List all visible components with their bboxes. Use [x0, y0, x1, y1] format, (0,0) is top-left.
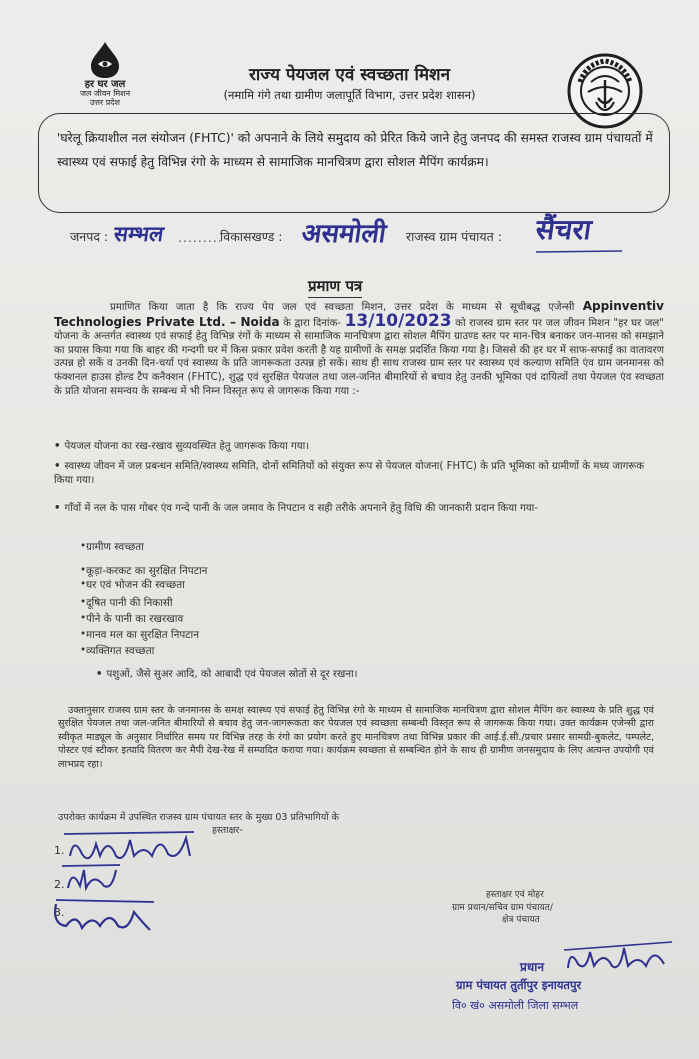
list-item: • मानव मल का सुरक्षित निपटान: [86, 628, 199, 642]
paragraph-1-date-label: के द्वारा दिनांक-: [283, 317, 342, 329]
banner-text: 'घरेलू क्रियाशील नल संयोजन (FHTC)' को अपनाने के लिये समुदाय को प्रेरित किये जाने हेतु जनपद की समस्त राजस्व ग्राम पंचायतों में स्वास्थ्य एवं सफाई हेतु विभिन्न रंगो के माध्यम से सामाजिक मानचित्रण द्वारा सोशल मैपिंग कार्यक्रम।: [57, 131, 653, 169]
bullet-3-text: गाँवों में नल के पास गोबर एंव गन्दे पानी के जल जमाव के निपटान व सही तरीके अपनाने हेतु विधि की जानकारी प्रदान किया गया-: [64, 503, 538, 514]
paragraph-1-start: प्रमाणित किया जाता है कि राज्य पेय जल एवं स्वच्छता मिशन, उत्तर प्रदेश के माध्यम से सूचीबद्ध एजेन्सी: [110, 302, 575, 313]
pradhan-signature: [560, 936, 676, 976]
list-item: • दूषित पानी की निकासी: [86, 596, 173, 610]
logo-caption-1: हर घर जल: [84, 79, 126, 90]
program-banner: [38, 113, 670, 213]
signature-label: हस्ताक्षर-: [212, 825, 243, 836]
bullet-1: • पेयजल योजना का रख-रखाव सुव्यवस्थित हेतु जागरूक किया गया।: [54, 441, 310, 452]
block-value: असमोली: [299, 219, 388, 249]
certificate-heading: प्रमाण पत्र: [308, 276, 362, 298]
bullet-2-text: स्वास्थ्य जीवन में जल प्रबन्धन समिति/स्वास्थ्य समिति, दोनों समितियों को संयुक्त रूप से पेयजल योजना( FHTC) के प्रति भूमिका को ग्रामीणों के मध्य जागरूक किया गया।: [54, 461, 645, 486]
bullet-1-text: पेयजल योजना का रख-रखाव सुव्यवस्थित हेतु जागरूक किया गया।: [64, 441, 310, 452]
participant-number-2: 2.: [54, 878, 65, 891]
list-item: • ग्रामीण स्वच्छता: [86, 540, 144, 554]
district-dots: .........: [178, 230, 223, 245]
list-item: • पीने के पानी का रखरखाव: [86, 612, 183, 626]
bullet-2: • स्वास्थ्य जीवन में जल प्रबन्धन समिति/स्वास्थ्य समिति, दोनों समितियों को संयुक्त रूप से पेयजल योजना( FHTC) के प्रति भूमिका को ग्रामीणों के मध्य जागरूक किया गया।: [54, 461, 645, 486]
participants-line: उपरोक्त कार्यक्रम में उपस्थित राजस्व ग्राम पंचायत स्तर के मुख्य 03 प्रतिभागियों के: [58, 812, 339, 823]
location-fields: [70, 213, 670, 262]
program-date: 13/10/2023: [344, 310, 452, 331]
list-item: • व्यक्तिगत स्वच्छता: [86, 644, 154, 658]
stamp-line-1: प्रधान: [520, 960, 544, 974]
logo-caption-2: जल जीवन मिशन: [79, 89, 131, 98]
stamp-line-2: ग्राम पंचायत तुर्तीपुर इनायतपुर: [456, 978, 582, 992]
bullet-4: • पशुओं, जैसे सुअर आदि, को आबादी एवं पेयजल स्रोतों से दूर रखना।: [96, 669, 358, 680]
certificate-paragraph-1: [54, 300, 664, 398]
page-title: राज्य पेयजल एवं स्वच्छता मिशन: [248, 65, 451, 85]
bullet-4-text: पशुओं, जैसे सुअर आदि, को आबादी एवं पेयजल स्रोतों से दूर रखना।: [106, 669, 358, 680]
panchayat-label: राजस्व ग्राम पंचायत :: [406, 229, 502, 244]
panchayat-value: सैंचरा: [533, 213, 594, 246]
agency-name: Appinventiv Technologies Private Ltd. – Noida: [54, 299, 664, 329]
certificate-paragraph-2: [58, 704, 654, 771]
participant-signature-3: [50, 892, 160, 936]
sign-role: ग्राम प्रधान/सचिव ग्राम पंचायत/: [452, 903, 553, 913]
logo-caption-3: उत्तर प्रदेश: [90, 98, 120, 107]
participant-number-1: 1.: [54, 844, 65, 857]
list-item: • घर एवं भोजन की स्वच्छता: [86, 578, 185, 592]
stamp-line-3: वि० खं० असमोली जिला सम्भल: [452, 999, 579, 1012]
bullet-3: • गाँवों में नल के पास गोबर एंव गन्दे पानी के जल जमाव के निपटान व सही तरीके अपनाने हेतु विधि की जानकारी प्रदान किया गया-: [54, 503, 538, 514]
sign-label: हस्ताक्षर एवं मोहर: [486, 890, 544, 900]
block-label: विकासखण्ड :: [220, 229, 283, 244]
list-item: • कूड़ा-करकट का सुरक्षित निपटान: [86, 564, 207, 578]
panchayat-underline: [534, 248, 624, 256]
participant-signature-2: [60, 860, 124, 894]
sign-role-2: क्षेत्र पंचायत: [502, 915, 540, 925]
participant-number-3: 3.: [54, 906, 65, 919]
district-value: सम्भल: [112, 222, 166, 246]
paragraph-1-rest: को राजस्व ग्राम स्तर पर जल जीवन मिशन "हर घर जल" योजना के अन्तर्गत स्वास्थ्य एवं सफाई हेतु विभिन्न रंगों के माध्यम से सामाजिक मानचित्रण द्वारा सोशल मैपिंग ग्राउण्ड स्तर पर मान-चित्र बनाकर जन-मानस को समझाने का प्रयास किया गया कि बाहर की गन्दगी घर में किस प्रकार प्रवेश करती है यह ग्रामीणों के समक्ष प्रदर्शित किया गया है। जिससे की हर घर में साफ-सफाई का वातावरण उत्पन्न हो सकें व उनकी दिन-चर्या एवं स्वास्थ्य के प्रति जागरूकता उत्पन्न हो सकें। साथ ही साथ राजस्व ग्राम स्तर पर स्वास्थ्य एवं कल्याण समिति एंव ग्राम जनमानस को फंक्शनल हाउस होल्ड टैप कनैक्शन (FHTC), शुद्ध एवं सुरक्षित पेयजल तथा जल-जनित बीमारियों से बचाव हेतु उनकी भूमिका एवं दायित्वों तथा पेयजल एंव स्वच्छता के प्रति योजना समन्वय के सम्बन्ध में भी निम्न विस्तृत रूप से जागरूक किया गया :-: [54, 317, 664, 397]
paragraph-2-text: उक्तानुसार राजस्व ग्राम स्तर के जनमानस के समक्ष स्वास्थ्य एवं सफाई हेतु विभिन्न रंगो के माध्यम से सामाजिक मानचित्रण द्वारा सोशल मैपिंग कर स्वास्थ्य के प्रति शुद्ध एवं सुरक्षित पेयजल तथा जल-जनित बीमारियों से बचाव हेतु जन-जागरूकता कर पेयजल एवं स्वच्छता सम्बन्धी विस्तृत रूप से जागरूक किया गया। उक्त कार्यक्रम एजेन्सी द्वारा स्वीकृत माड्यूल के अनुसार निर्धारित समय पर विभिन्न तरह के रंगो का प्रयोग करते हुए मानचित्रण तथा विभिन्न प्रकार की आई.ई.सी./प्रचार प्रसार सामग्री-बुकलेट, पम्पलेट, पोस्टर एवं स्टीकर इत्यादि वितरण कर मैपी देख-रेख में सम्पादित कराया गया। कार्यक्रम स्वच्छता से सम्बन्धित होने के साथ ही ग्रामीण जनसमुदाय के लिए अत्यन्त उपयोगी एवं लाभप्रद रहा।: [58, 705, 654, 770]
page-subtitle: (नमामि गंगे तथा ग्रामीण जलापूर्ति विभाग, उत्तर प्रदेश शासन): [223, 88, 476, 102]
district-label: जनपद :: [70, 229, 109, 244]
